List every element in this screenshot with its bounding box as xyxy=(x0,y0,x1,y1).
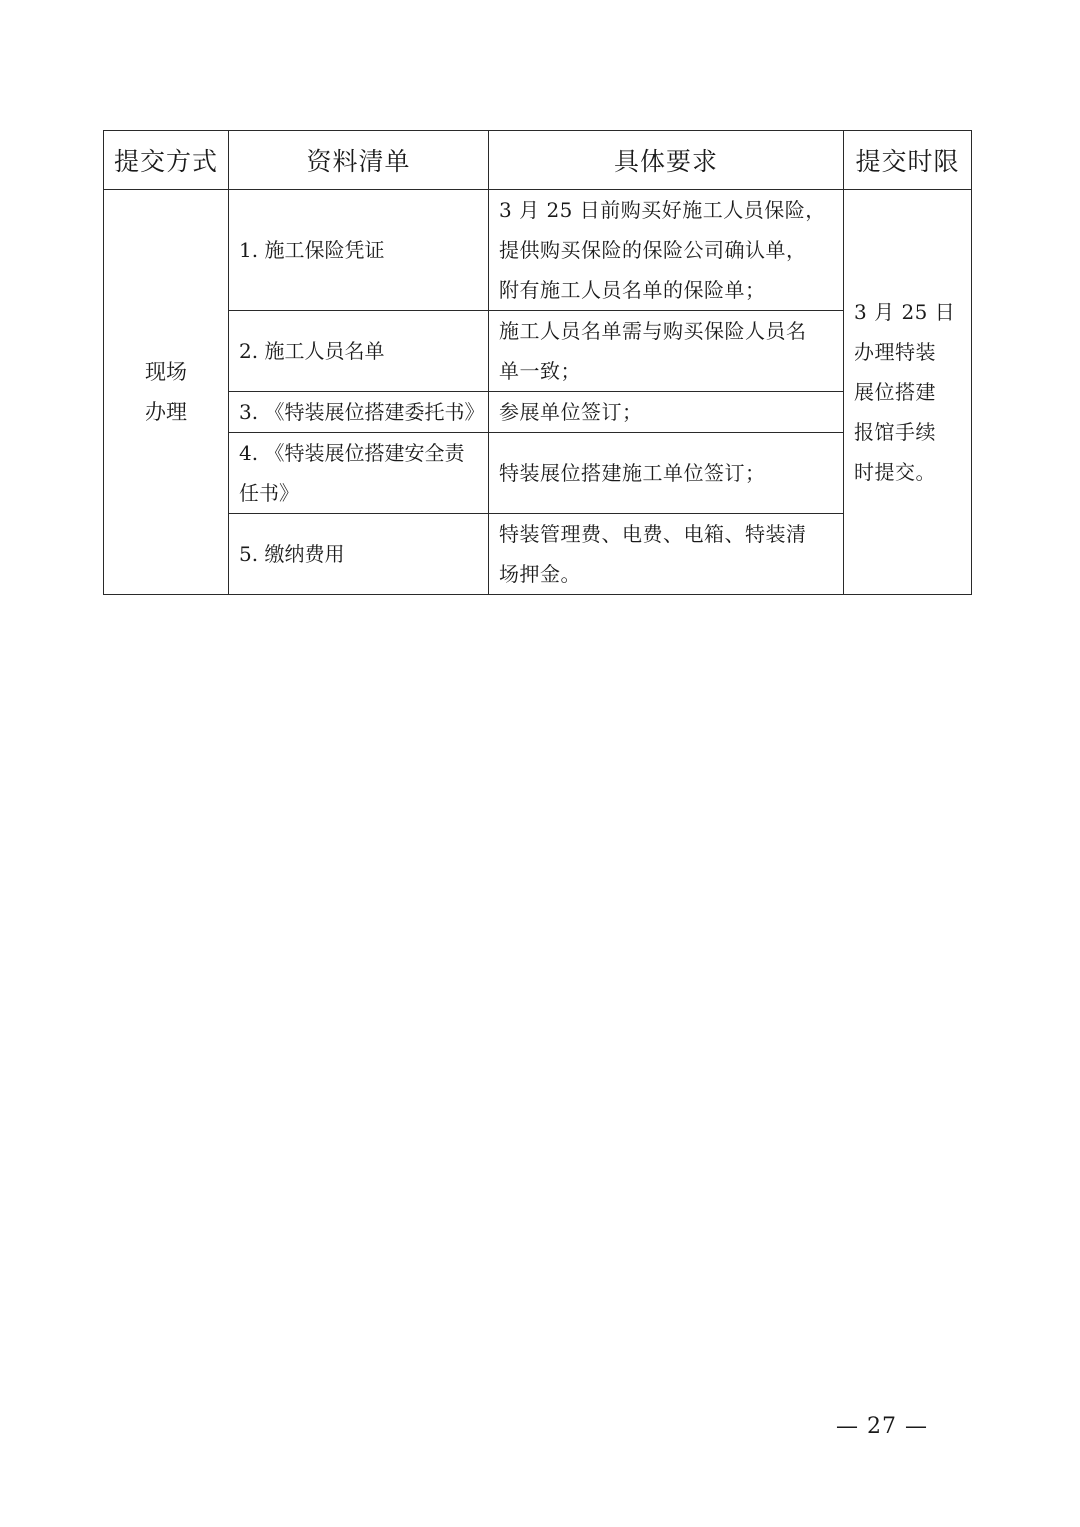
document-item-text: 任书》 xyxy=(239,481,299,505)
document-item-text: 1. 施工保险凭证 xyxy=(239,238,385,262)
requirement-line: 施工人员名单需与购买保险人员名 xyxy=(499,319,807,343)
table-row xyxy=(104,392,972,433)
requirement-line: 3 月 25 日前购买好施工人员保险， xyxy=(499,198,826,222)
deadline-cell xyxy=(844,190,972,595)
requirement-line: 参展单位签订； xyxy=(499,400,643,424)
method-line: 现场 xyxy=(145,360,187,384)
method-line: 办理 xyxy=(145,400,187,424)
deadline-line: 办理特装 xyxy=(854,340,936,364)
table-row xyxy=(104,190,972,311)
deadline-line: 展位搭建 xyxy=(854,380,936,404)
requirement-line: 单一致； xyxy=(499,359,581,383)
document-item-text: 4. 《特装展位搭建安全责 xyxy=(239,441,465,465)
requirement-cell xyxy=(489,392,844,433)
header-deadline: 提交时限 xyxy=(844,131,972,190)
table-header-row xyxy=(104,131,972,190)
document-item-cell xyxy=(229,433,489,514)
document-item-text: 3. 《特装展位搭建委托书》 xyxy=(239,400,485,424)
document-item-cell xyxy=(229,392,489,433)
requirement-line: 场押金。 xyxy=(499,562,581,586)
requirement-cell xyxy=(489,311,844,392)
requirement-line: 特装管理费、电费、电箱、特装清 xyxy=(499,522,807,546)
requirement-line: 附有施工人员名单的保险单； xyxy=(499,278,766,302)
header-document-list: 资料清单 xyxy=(229,131,489,190)
deadline-line: 时提交。 xyxy=(854,460,936,484)
document-item-text: 5. 缴纳费用 xyxy=(239,542,345,566)
page-number: — 27 — xyxy=(836,1414,928,1439)
deadline-line: 报馆手续 xyxy=(854,420,936,444)
header-submission-method: 提交方式 xyxy=(104,131,229,190)
document-item-cell xyxy=(229,190,489,311)
table-row xyxy=(104,514,972,595)
document-item-cell xyxy=(229,514,489,595)
requirement-cell xyxy=(489,514,844,595)
deadline-line: 3 月 25 日 xyxy=(854,300,956,324)
requirement-line: 特装展位搭建施工单位签订； xyxy=(499,461,766,485)
table-row xyxy=(104,433,972,514)
submission-method-cell xyxy=(104,190,229,595)
table-row xyxy=(104,311,972,392)
requirement-cell xyxy=(489,433,844,514)
submission-table xyxy=(103,130,972,595)
requirement-line: 提供购买保险的保险公司确认单， xyxy=(499,238,807,262)
header-requirements: 具体要求 xyxy=(489,131,844,190)
requirement-cell xyxy=(489,190,844,311)
document-item-cell xyxy=(229,311,489,392)
document-item-text: 2. 施工人员名单 xyxy=(239,339,385,363)
